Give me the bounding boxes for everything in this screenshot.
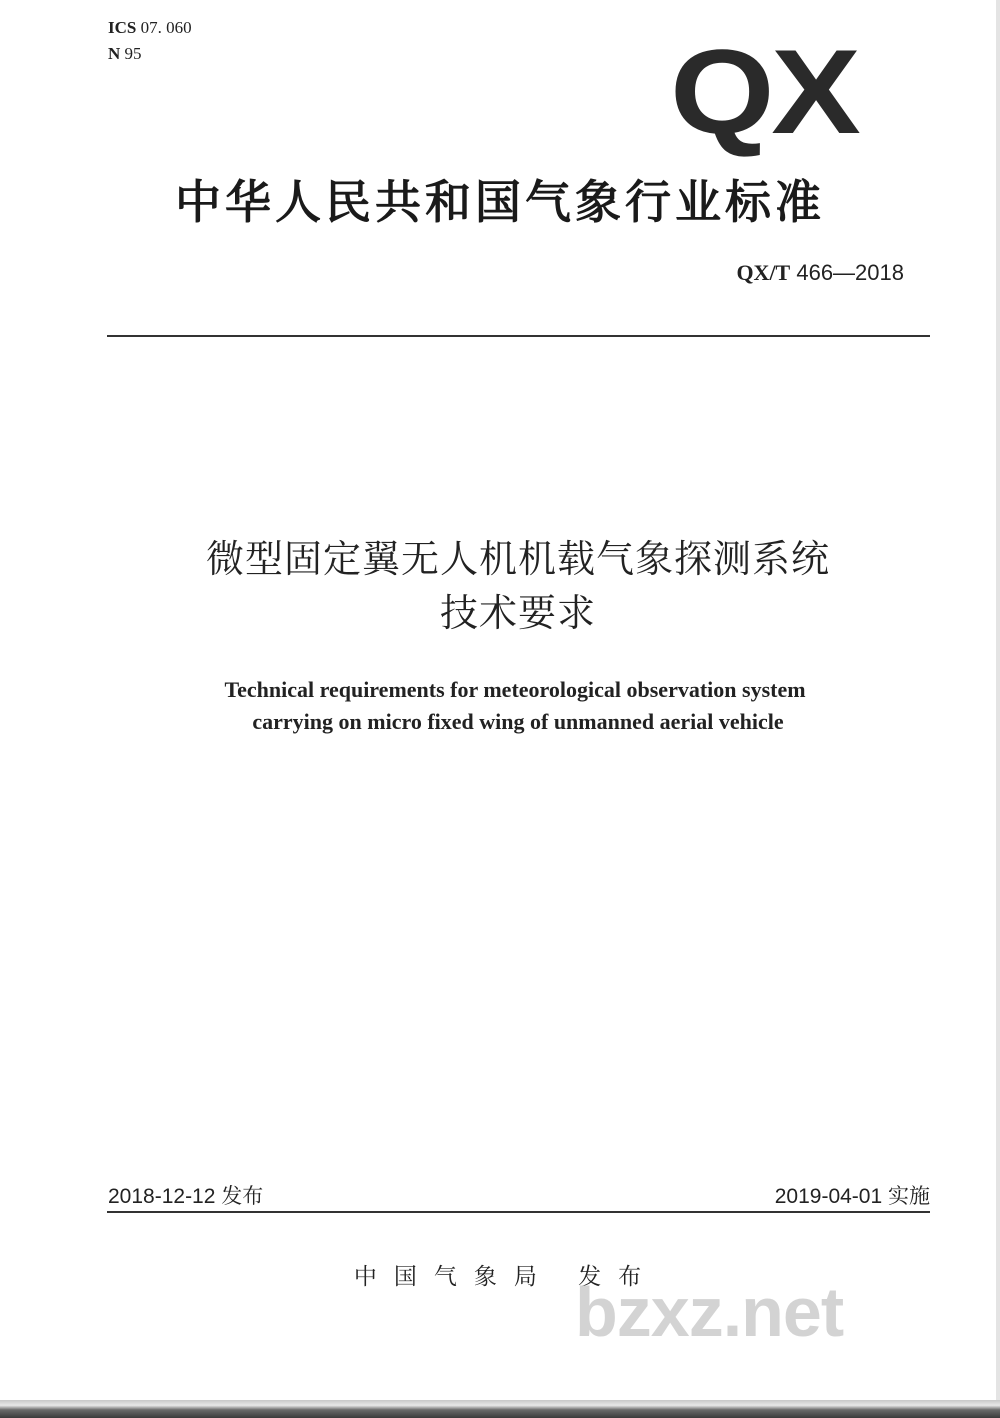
ics-code <box>108 18 192 38</box>
chinese-title-line-2: 技术要求 <box>439 591 596 635</box>
page-edge-right <box>996 0 1000 1418</box>
standard-number-value: 466—2018 <box>790 260 904 285</box>
qx-logo: QX <box>670 25 858 159</box>
ics-value: 07. 060 <box>136 18 192 37</box>
bottom-divider <box>107 1211 930 1213</box>
ics-prefix: ICS <box>108 18 137 37</box>
page-edge-bottom <box>0 1400 1000 1418</box>
chinese-title-line-1: 微型固定翼无人机机载气象探测系统 <box>205 537 830 581</box>
issue-date: 2018-12-12 发布 <box>108 1185 264 1208</box>
watermark: bzxz.net <box>575 1273 844 1351</box>
standard-number-prefix: QX/T <box>736 260 791 285</box>
standard-category-title: 中华人民共和国气象行业标准 <box>175 175 825 229</box>
publisher: 中国气象局 发布 <box>353 1264 659 1290</box>
english-title-line-2: carrying on micro fixed wing of unmanned aerial vehicle <box>252 709 784 734</box>
ccs-value: 95 <box>120 44 142 63</box>
ccs-code <box>108 44 142 64</box>
english-title-line-1: Technical requirements for meteorological observation system <box>224 677 806 702</box>
ccs-prefix: N <box>108 44 121 63</box>
standard-number <box>736 260 904 286</box>
implementation-date: 2019-04-01 实施 <box>774 1185 930 1208</box>
top-divider <box>107 335 930 337</box>
